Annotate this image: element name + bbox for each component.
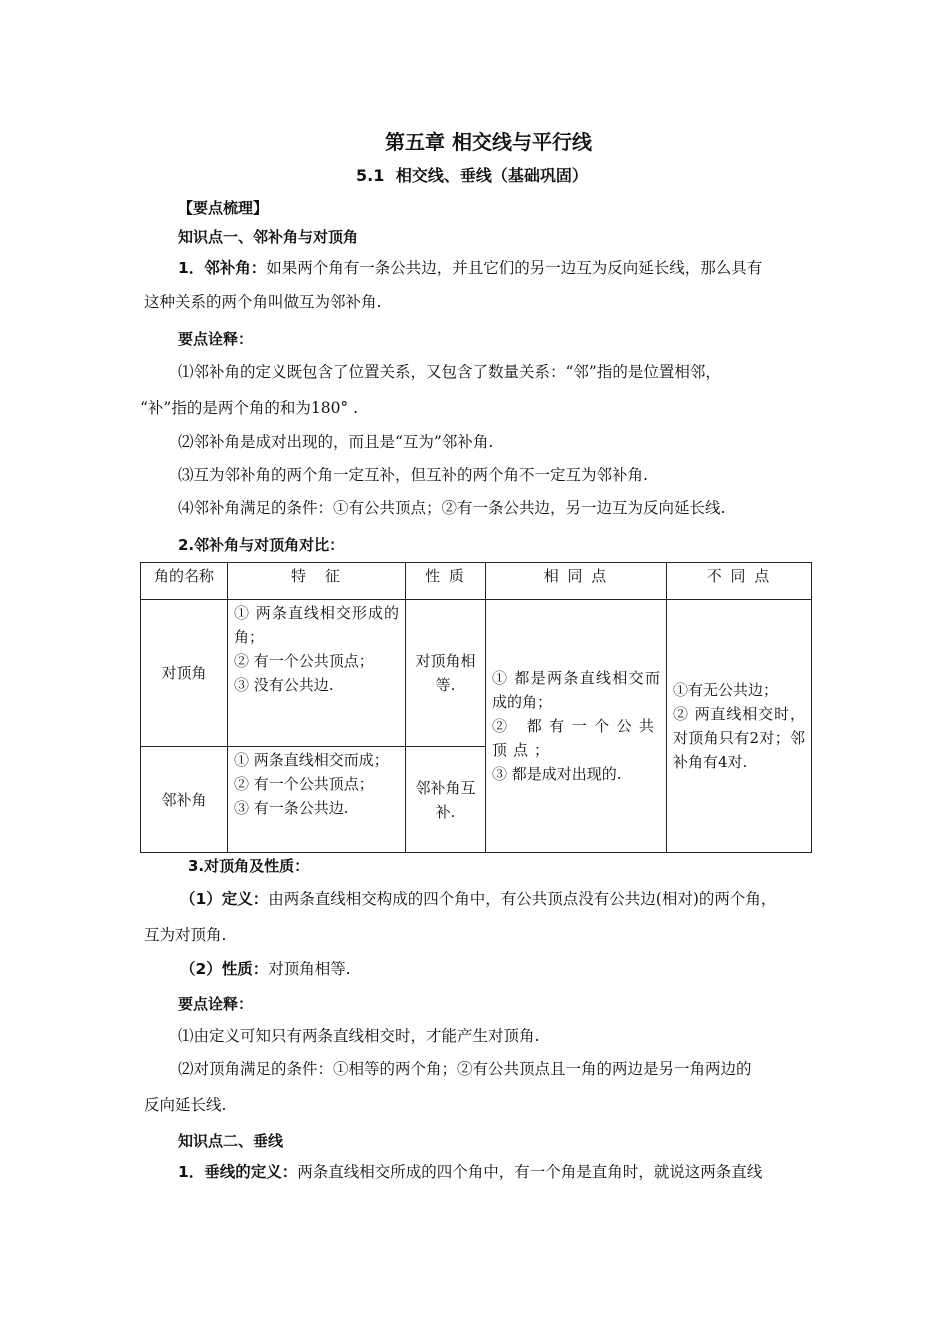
kp1-note4: ⑷邻补角满足的条件：①有公共顶点；②有一条公共边，另一边互为反向延长线. — [178, 499, 726, 517]
row2-feature-3: ③ 有一条公共边. — [234, 799, 349, 817]
table-header-name: 角的名称 — [141, 563, 228, 600]
diff-point-2: ② 两直线相交时，对顶角只有2对；邻补角有4对. — [673, 705, 805, 771]
kp2-item1-label: 1．垂线的定义： — [178, 1163, 298, 1181]
row1-feature-1: ① 两条直线相交形成的角； — [234, 604, 399, 646]
row1-feature-2: ② 有一个公共顶点； — [234, 652, 374, 670]
kp1-note1-line1: ⑴邻补角的定义既包含了位置关系，又包含了数量关系：“邻”指的是位置相邻， — [178, 363, 721, 381]
same-point-2: ② 都有一个公共顶点； — [492, 717, 660, 759]
row2-feature-1: ① 两条直线相交而成； — [234, 751, 389, 769]
diff-points — [667, 600, 812, 853]
kp1-item1-text: 如果两个角有一条公共边，并且它们的另一边互为反向延长线，那么具有 — [266, 259, 763, 277]
item3-heading: 3.对顶角及性质： — [188, 857, 310, 875]
kp1-item1-line2: 这种关系的两个角叫做互为邻补角. — [144, 293, 382, 311]
same-points — [486, 600, 667, 853]
table-header-same: 相 同 点 — [486, 563, 667, 600]
kp1-heading: 知识点一、邻补角与对顶角 — [178, 228, 359, 246]
item3-prop-line — [180, 959, 351, 979]
kp1-item1-line1 — [178, 258, 762, 278]
item3-note1: ⑴由定义可知只有两条直线相交时，才能产生对顶角. — [178, 1027, 540, 1045]
item3-prop-text: 对顶角相等. — [268, 960, 351, 978]
kp2-heading: 知识点二、垂线 — [178, 1132, 284, 1150]
comparison-table — [140, 562, 812, 853]
table-row — [141, 600, 812, 747]
kp1-note2: ⑵邻补角是成对出现的，而且是“互为”邻补角. — [178, 433, 494, 451]
row2-features — [228, 747, 406, 853]
kp1-note1-line2: “补”指的是两个角的和为180° . — [140, 399, 359, 417]
row1-name: 对顶角 — [141, 600, 228, 747]
row2-name: 邻补角 — [141, 747, 228, 853]
table-header-feature: 特 征 — [228, 563, 406, 600]
item3-def-line1 — [180, 889, 776, 909]
item3-note2-line1: ⑵对顶角满足的条件：①相等的两个角；②有公共顶点且一角的两边是另一角两边的 — [178, 1060, 752, 1078]
diff-point-1: ①有无公共边； — [673, 681, 779, 699]
section-header: 【要点梳理】 — [178, 199, 269, 217]
row1-feature-3: ③ 没有公共边. — [234, 676, 334, 694]
row1-property: 对顶角相等. — [406, 600, 486, 747]
row2-feature-2: ② 有一个公共顶点； — [234, 775, 374, 793]
same-point-1: ① 都是两条直线相交而成的角； — [492, 669, 660, 711]
table-header-property: 性 质 — [406, 563, 486, 600]
row1-features — [228, 600, 406, 747]
item3-def-label: （1）定义： — [180, 890, 269, 908]
table-header-row — [141, 563, 812, 600]
kp2-item1-line — [178, 1162, 762, 1182]
same-point-3: ③ 都是成对出现的. — [492, 765, 622, 783]
chapter-title: 第五章 相交线与平行线 — [385, 130, 592, 154]
item3-note2-line2: 反向延长线. — [144, 1096, 227, 1114]
item3-notes-heading: 要点诠释： — [178, 995, 254, 1013]
kp2-item1-text: 两条直线相交所成的四个角中，有一个角是直角时，就说这两条直线 — [297, 1163, 763, 1181]
kp1-item2-heading: 2.邻补角与对顶角对比： — [178, 536, 345, 554]
item3-prop-label: （2）性质： — [180, 960, 269, 978]
kp1-note3: ⑶互为邻补角的两个角一定互补，但互补的两个角不一定互为邻补角. — [178, 466, 648, 484]
lesson-title: 5.1 相交线、垂线（基础巩固） — [356, 166, 588, 185]
kp1-item1-label: 1．邻补角： — [178, 259, 267, 277]
kp1-notes-heading: 要点诠释： — [178, 330, 254, 348]
item3-def-text: 由两条直线相交构成的四个角中，有公共顶点没有公共边(相对)的两个角， — [268, 890, 777, 908]
item3-def-line2: 互为对顶角. — [144, 926, 227, 944]
table-header-diff: 不 同 点 — [667, 563, 812, 600]
row2-property: 邻补角互补. — [406, 747, 486, 853]
